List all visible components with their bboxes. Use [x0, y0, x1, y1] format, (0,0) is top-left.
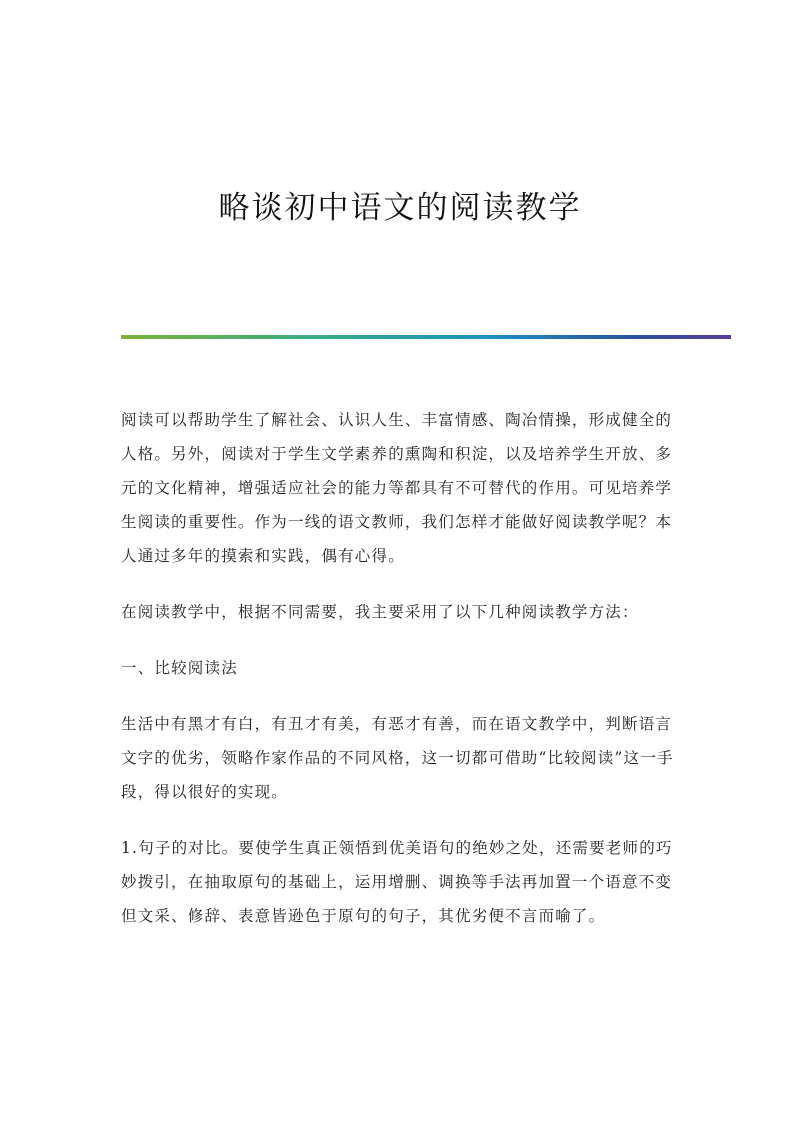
paragraph-methods-intro: 在阅读教学中，根据不同需要，我主要采用了以下几种阅读教学方法：: [121, 603, 639, 621]
document-title: 略谈初中语文的阅读教学: [218, 190, 582, 226]
paragraph-sentence-comparison: 1.句子的对比。要使学生真正领悟到优美语句的绝妙之处，还需要老师的巧妙拨引，在抽取原句的基础上，运用增删、调换等手法再加置一个语意不变但文采、修辞、表意皆逊色于原句的句子，其优劣便不言而喻了。: [121, 839, 673, 925]
title-divider: [121, 335, 731, 339]
document-body: [121, 403, 681, 955]
section-heading-comparative-reading: 一、比较阅读法: [121, 659, 238, 677]
paragraph-intro: 阅读可以帮助学生了解社会、认识人生、丰富情感、陶冶情操，形成健全的人格。另外，阅读对于学生文学素养的熏陶和积淀，以及培养学生开放、多元的文化精神，增强适应社会的能力等都具有不可替代的作用。可见培养学生阅读的重要性。作为一线的语文教师，我们怎样才能做好阅读教学呢？本人通过多年的摸索和实践，偶有心得。: [121, 411, 673, 565]
paragraph-comparative-reading: 生活中有黑才有白，有丑才有美，有恶才有善，而在语文教学中，判断语言文字的优劣，领略作家作品的不同风格，这一切都可借助“比较阅读”这一手段，得以很好的实现。: [121, 715, 674, 801]
